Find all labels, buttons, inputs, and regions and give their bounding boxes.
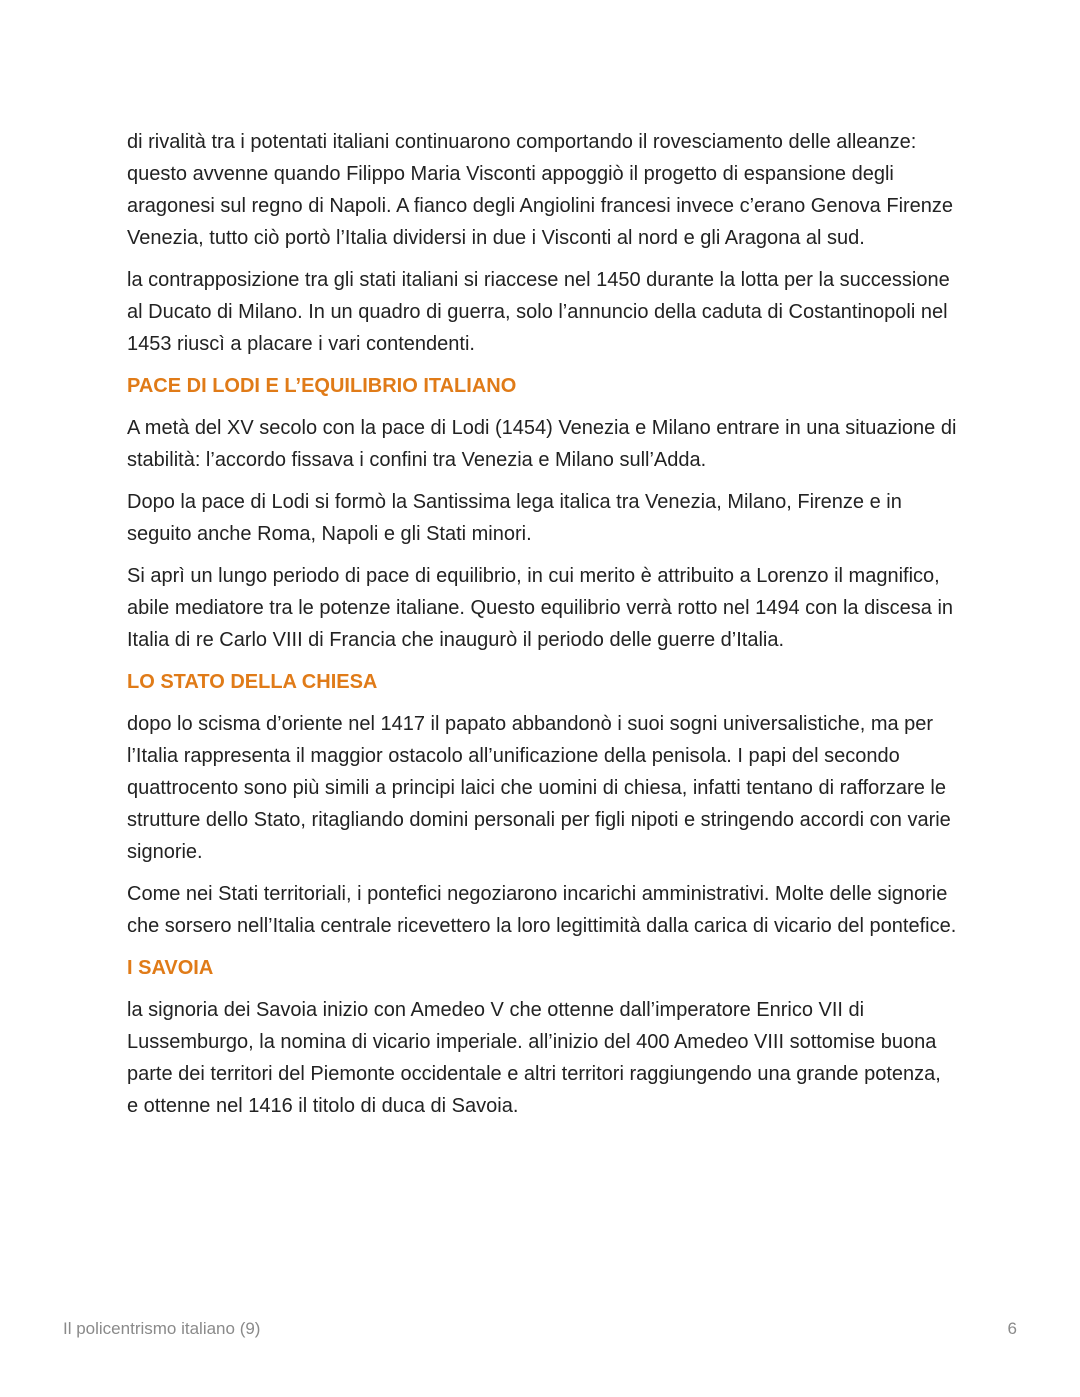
paragraph-lega-italica: Dopo la pace di Lodi si formò la Santissima lega italica tra Venezia, Milano, Firenze e in seguito anche Roma, Napoli e gli Stati minori. — [127, 491, 902, 545]
paragraph-equilibrio: Si aprì un lungo periodo di pace di equilibrio, in cui merito è attribuito a Lorenzo il magnifico, abile mediatore tra le potenze italiane. Questo equilibrio verrà rotto nel 1494 con la discesa in Italia di re Carlo VIII di Francia che inaugurò il periodo delle guerre d’Italia. — [127, 565, 954, 651]
heading-savoia: I SAVOIA — [127, 957, 214, 979]
paragraph-contrapposizione: la contrapposizione tra gli stati italiani si riaccese nel 1450 durante la lotta per la successione al Ducato di Milano. In un quadro di guerra, solo l’annuncio della caduta di Costantinopoli nel 1453 riuscì a placare i vari contendenti. — [127, 269, 950, 355]
paragraph-savoia: la signoria dei Savoia inizio con Amedeo V che ottenne dall’imperatore Enrico VII di Lussemburgo, la nomina di vicario imperiale. all’inizio del 400 Amedeo VIII sottomise buona parte dei territori del Piemonte occidentale e altri territori raggiungendo una grande potenza, e ottenne nel 1416 il titolo di duca di Savoia. — [127, 999, 941, 1117]
heading-stato-della-chiesa: LO STATO DELLA CHIESA — [127, 671, 378, 693]
paragraph-rivalita: di rivalità tra i potentati italiani continuarono comportando il rovesciamento delle alleanze: questo avvenne quando Filippo Maria Visconti appoggiò il progetto di espansione degli aragonesi sul regno di Napoli. A fianco degli Angiolini francesi invece c’erano Genova Firenze Venezia, tutto ciò portò l’Italia dividersi in due i Visconti al nord e gli Aragona al sud. — [127, 131, 954, 249]
heading-pace-di-lodi: PACE DI LODI E L’EQUILIBRIO ITALIANO — [127, 375, 517, 397]
paragraph-papato: dopo lo scisma d’oriente nel 1417 il papato abbandonò i suoi sogni universalistiche, ma per l’Italia rappresenta il maggior ostacolo all’unificazione della penisola. I papi del secondo quattrocento sono più simili a principi laici che uomini di chiesa, infatti tentano di rafforzare le strutture dello Stato, ritagliando domini personali per figli nipoti e stringendo accordi con varie signorie. — [127, 713, 951, 863]
document-body — [127, 126, 957, 1132]
paragraph-pace-di-lodi: A metà del XV secolo con la pace di Lodi (1454) Venezia e Milano entrare in una situazione di stabilità: l’accordo fissava i confini tra Venezia e Milano sull’Adda. — [127, 417, 957, 471]
footer-document-title: Il policentrismo italiano (9) — [63, 1319, 261, 1338]
paragraph-pontefici: Come nei Stati territoriali, i pontefici negoziarono incarichi amministrativi. Molte delle signorie che sorsero nell’Italia centrale ricevettero la loro legittimità dalla carica di vicario del pontefice. — [127, 883, 957, 937]
footer-page-number: 6 — [1007, 1319, 1017, 1338]
